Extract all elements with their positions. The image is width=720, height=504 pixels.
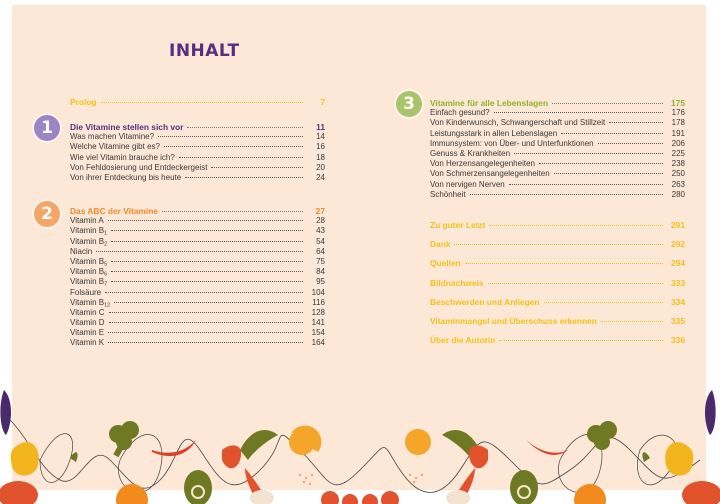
entry-page: 176 <box>671 108 685 118</box>
leader-dots <box>108 332 303 333</box>
toc-entry[interactable] <box>70 277 325 287</box>
leader-dots <box>609 122 663 123</box>
leader-dots <box>509 184 663 185</box>
leader-dots <box>114 302 303 303</box>
entry-page: 334 <box>671 296 685 307</box>
toc-entry-prolog[interactable] <box>70 97 325 107</box>
toc-entry[interactable] <box>430 180 685 190</box>
toc-entry[interactable] <box>70 267 325 277</box>
toc-entry[interactable] <box>430 118 685 128</box>
strawberry-icon <box>222 445 241 468</box>
entry-label: Einfach gesund? <box>430 108 490 118</box>
entry-label: Von Schmerzensangelegenheiten <box>430 169 550 179</box>
entry-label: Von Kinderwunsch, Schwangerschaft und Stillzeit <box>430 118 606 128</box>
leader-dots <box>185 177 303 178</box>
chapter-page: 11 <box>316 122 325 132</box>
entry-label: Quellen <box>430 258 461 269</box>
entry-label: Dank <box>430 239 451 250</box>
toc-entry[interactable] <box>70 226 325 236</box>
toc-chapter-1 <box>70 122 325 183</box>
avocado-icon <box>510 470 538 504</box>
leader-dots <box>158 136 303 137</box>
leader-dots <box>111 241 303 242</box>
appendix-entry[interactable] <box>430 312 685 331</box>
chapter-heading[interactable] <box>430 98 685 108</box>
entry-label: Vitamin $B_1$ <box>70 226 108 237</box>
toc-entry[interactable] <box>430 169 685 179</box>
toc-entry[interactable] <box>70 308 325 318</box>
entry-page: 335 <box>671 315 685 326</box>
chapter-heading[interactable] <box>70 122 325 132</box>
entry-page: 16 <box>316 142 325 152</box>
toc-entry[interactable] <box>70 247 325 257</box>
pear-icon <box>665 442 693 475</box>
entry-page: 154 <box>311 328 325 338</box>
leader-dots <box>108 220 303 221</box>
toc-entry[interactable] <box>70 338 325 348</box>
toc-entry[interactable] <box>70 328 325 338</box>
spice-dots-icon <box>299 474 423 485</box>
toc-entry[interactable] <box>430 149 685 159</box>
leader-dots <box>454 244 663 245</box>
entry-page: 104 <box>311 287 325 297</box>
toc-entry[interactable] <box>70 173 325 183</box>
toc-entry[interactable] <box>70 153 325 163</box>
broccoli-icon <box>587 421 617 450</box>
leader-dots <box>552 103 663 104</box>
appendix-entry[interactable] <box>430 274 685 293</box>
leader-dots <box>470 194 663 195</box>
orange-slice-icon <box>405 429 431 455</box>
entry-label: Bildnachweis <box>430 277 484 288</box>
entry-label: Von ihrer Entdeckung bis heute <box>70 172 182 182</box>
leader-dots <box>598 143 663 144</box>
entry-label: Vitamin A <box>70 216 104 226</box>
entry-page: 292 <box>671 239 685 250</box>
entry-label: Vitamin E <box>70 328 105 338</box>
leader-dots <box>109 322 303 323</box>
entry-label: Was machen Vitamine? <box>70 132 155 142</box>
entry-label: Genuss & Krankheiten <box>430 148 511 158</box>
entry-label: Prolog <box>70 97 97 107</box>
entry-page: 206 <box>671 138 685 148</box>
toc-entry[interactable] <box>70 132 325 142</box>
entry-page: 250 <box>671 169 685 179</box>
entry-page: 336 <box>671 335 685 346</box>
entry-label: Von nervigen Nerven <box>430 179 505 189</box>
leader-dots <box>465 263 663 264</box>
tomato-icon <box>682 481 720 504</box>
chapter-title: Das ABC der Vitamine <box>70 206 158 216</box>
entry-label: Wie viel Vitamin brauche ich? <box>70 152 175 162</box>
entry-page: 20 <box>316 162 325 172</box>
entry-page: 238 <box>671 159 685 169</box>
chili-icon <box>526 440 568 455</box>
entry-page: 294 <box>671 258 685 269</box>
leader-dots <box>101 102 303 103</box>
orange-slice-icon <box>289 426 321 455</box>
chili-icon <box>152 440 196 456</box>
entry-page: 191 <box>671 128 685 138</box>
entry-page: 24 <box>316 172 325 182</box>
chapter-title: Die Vitamine stellen sich vor <box>70 122 184 132</box>
pear-icon <box>11 442 39 475</box>
chapter-title: Vitamine für alle Lebenslagen <box>430 98 549 108</box>
chapter-3-badge: 3 <box>396 91 422 117</box>
entry-page: 225 <box>671 148 685 158</box>
chapter-1-badge: 1 <box>34 115 60 141</box>
toc-entry[interactable] <box>70 288 325 298</box>
leader-dots <box>111 281 303 282</box>
toc-chapter-3 <box>430 98 685 200</box>
leader-dots <box>109 312 303 313</box>
orange-icon <box>116 484 148 504</box>
page-title: INHALT <box>169 41 240 61</box>
entry-label: Vitamin $B_5$ <box>70 256 108 268</box>
leader-dots <box>111 271 303 272</box>
toc-entry[interactable] <box>430 139 685 149</box>
entry-label: Vitamin $B_7$ <box>70 277 108 288</box>
toc-entry[interactable] <box>430 129 685 139</box>
entry-page: 280 <box>671 189 685 199</box>
eggplant-icon <box>0 390 11 435</box>
appendix-entry[interactable] <box>430 235 685 254</box>
toc-entry[interactable] <box>70 142 325 152</box>
entry-label: Vitaminmangel und Überschuss erkennen <box>430 315 597 326</box>
entry-page: 141 <box>311 318 325 328</box>
leader-dots <box>111 261 303 262</box>
broccoli-icon <box>109 421 139 457</box>
entry-page: 64 <box>316 246 325 256</box>
leader-dots <box>488 283 663 284</box>
entry-label: Vitamin D <box>70 318 105 328</box>
leader-dots <box>601 321 663 322</box>
appendix-entry[interactable] <box>430 254 685 273</box>
leader-dots <box>489 225 663 226</box>
entry-label: Von Fehldosierung und Entdeckergeist <box>70 162 208 172</box>
entry-label: Von Herzensangelegenheiten <box>430 159 535 169</box>
leader-dots <box>539 163 663 164</box>
toc-left-column <box>70 97 325 107</box>
chapter-page: 27 <box>315 206 325 216</box>
chapter-heading[interactable] <box>70 206 325 216</box>
toc-entry[interactable] <box>70 257 325 267</box>
appendix-entry[interactable] <box>430 293 685 312</box>
leader-dots <box>162 211 303 212</box>
strawberry-icon <box>469 445 488 468</box>
leader-dots <box>554 173 663 174</box>
entry-page: 263 <box>671 179 685 189</box>
entry-page: 28 <box>316 216 325 226</box>
entry-label: Niacin <box>70 246 93 256</box>
leader-dots <box>514 153 663 154</box>
toc-entry[interactable] <box>70 163 325 173</box>
entry-page: 54 <box>316 236 325 246</box>
leader-dots <box>108 342 303 343</box>
entry-label: Vitamin $B_2$ <box>70 236 108 248</box>
entry-label: Schönheit <box>430 189 466 199</box>
entry-label: Leistungsstark in allen Lebenslagen <box>430 128 558 138</box>
entry-label: Vitamin $B_{12}$ <box>70 297 111 309</box>
appendix-entry[interactable] <box>430 216 685 235</box>
vegetable-illustration-border <box>0 380 720 504</box>
entry-page: 95 <box>316 277 325 287</box>
toc-entry[interactable] <box>70 298 325 308</box>
eggplant-icon <box>705 390 716 435</box>
entry-page: 75 <box>316 256 325 266</box>
entry-label: Vitamin K <box>70 338 105 348</box>
avocado-icon <box>184 470 212 504</box>
entry-label: Vitamin C <box>70 307 105 317</box>
toc-entry[interactable] <box>430 190 685 200</box>
leader-dots <box>179 157 303 158</box>
leader-dots <box>499 340 663 341</box>
entry-page: 178 <box>671 118 685 128</box>
entry-page: 116 <box>312 297 325 307</box>
orange-icon <box>574 484 606 504</box>
leader-dots <box>544 302 663 303</box>
toc-chapter-2 <box>70 206 325 349</box>
entry-page: 128 <box>311 307 325 317</box>
leader-dots <box>187 127 303 128</box>
entry-page: 291 <box>671 220 685 230</box>
leader-dots <box>211 167 303 168</box>
appendix-entry[interactable] <box>430 331 685 350</box>
leader-dots <box>96 251 303 252</box>
toc-entry[interactable] <box>430 108 685 118</box>
chapter-2-badge: 2 <box>34 201 60 227</box>
toc-entry[interactable] <box>70 237 325 247</box>
entry-label: Folsäure <box>70 287 102 297</box>
toc-appendix <box>430 216 685 350</box>
entry-page: 14 <box>316 132 325 142</box>
tomato-icon <box>0 481 38 504</box>
entry-label: Zu guter Letzt <box>430 220 486 230</box>
chapter-page: 175 <box>671 98 685 108</box>
entry-page: 18 <box>316 152 325 162</box>
entry-page: 164 <box>311 338 325 348</box>
leader-dots <box>164 146 303 147</box>
toc-entry[interactable] <box>430 159 685 169</box>
entry-page: 43 <box>316 226 325 236</box>
leader-dots <box>105 292 303 293</box>
entry-page: 333 <box>671 277 685 288</box>
leader-dots <box>111 230 303 231</box>
toc-entry[interactable] <box>70 318 325 328</box>
entry-label: Vitamin $B_6$ <box>70 267 108 278</box>
entry-label: Welche Vitamine gibt es? <box>70 142 160 152</box>
entry-page: 7 <box>320 97 325 107</box>
entry-label: Immunsystem: von Über- und Unterfunktionen <box>430 138 594 148</box>
entry-page: 84 <box>316 267 325 277</box>
leader-dots <box>561 133 663 134</box>
leader-dots <box>494 112 663 113</box>
entry-label: Beschwerden und Anliegen <box>430 296 540 307</box>
entry-label: Über die Autorin <box>430 335 496 346</box>
toc-entry[interactable] <box>70 216 325 226</box>
